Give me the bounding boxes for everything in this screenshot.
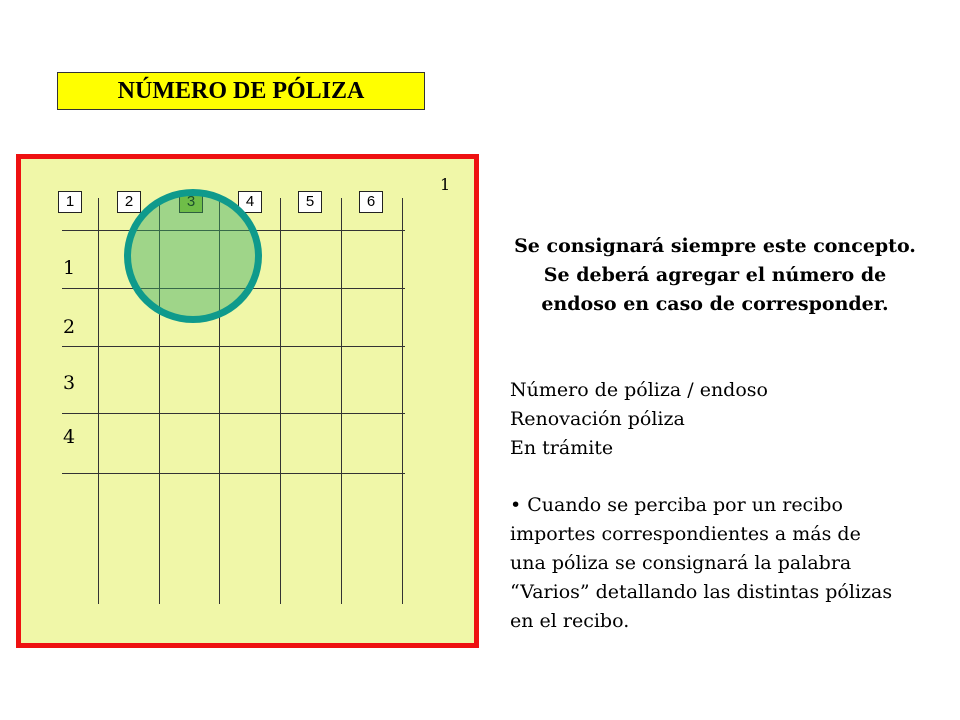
option-item: Renovación póliza — [510, 408, 685, 430]
row-number: 4 — [63, 426, 76, 448]
grid-line — [341, 198, 342, 604]
grid-line — [280, 198, 281, 604]
column-number-box: 6 — [359, 191, 383, 213]
bullet-line: en el recibo. — [510, 610, 630, 632]
bullet-line: “Varios” detallando las distintas pólizas — [510, 581, 893, 603]
row-number: 2 — [63, 316, 76, 338]
highlight-circle — [124, 189, 262, 323]
grid-line — [62, 413, 405, 414]
bullet-note — [510, 491, 940, 636]
column-number-box: 4 — [238, 191, 262, 213]
bullet-line: importes correspondientes a más de — [510, 523, 861, 545]
column-number-box-highlighted: 3 — [179, 191, 203, 213]
row-number: 1 — [63, 257, 76, 279]
page-title: NÚMERO DE PÓLIZA — [57, 72, 425, 110]
column-number-box: 5 — [298, 191, 322, 213]
bullet-line: • Cuando se perciba por un recibo — [510, 494, 843, 516]
page-number: 1 — [440, 175, 451, 194]
options-list — [510, 376, 940, 463]
column-number-box: 2 — [117, 191, 141, 213]
column-number-box: 1 — [58, 191, 82, 213]
description-bold-text: Se consignará siempre este concepto. Se deberá agregar el número de endoso en caso de corresponder. — [514, 235, 916, 315]
grid-line — [402, 198, 403, 604]
grid-line — [62, 346, 405, 347]
grid-line — [98, 198, 99, 604]
bullet-line: una póliza se consignará la palabra — [510, 552, 852, 574]
grid-line — [62, 473, 405, 474]
row-number: 3 — [63, 372, 76, 394]
option-item: En trámite — [510, 437, 614, 459]
option-item: Número de póliza / endoso — [510, 379, 768, 401]
